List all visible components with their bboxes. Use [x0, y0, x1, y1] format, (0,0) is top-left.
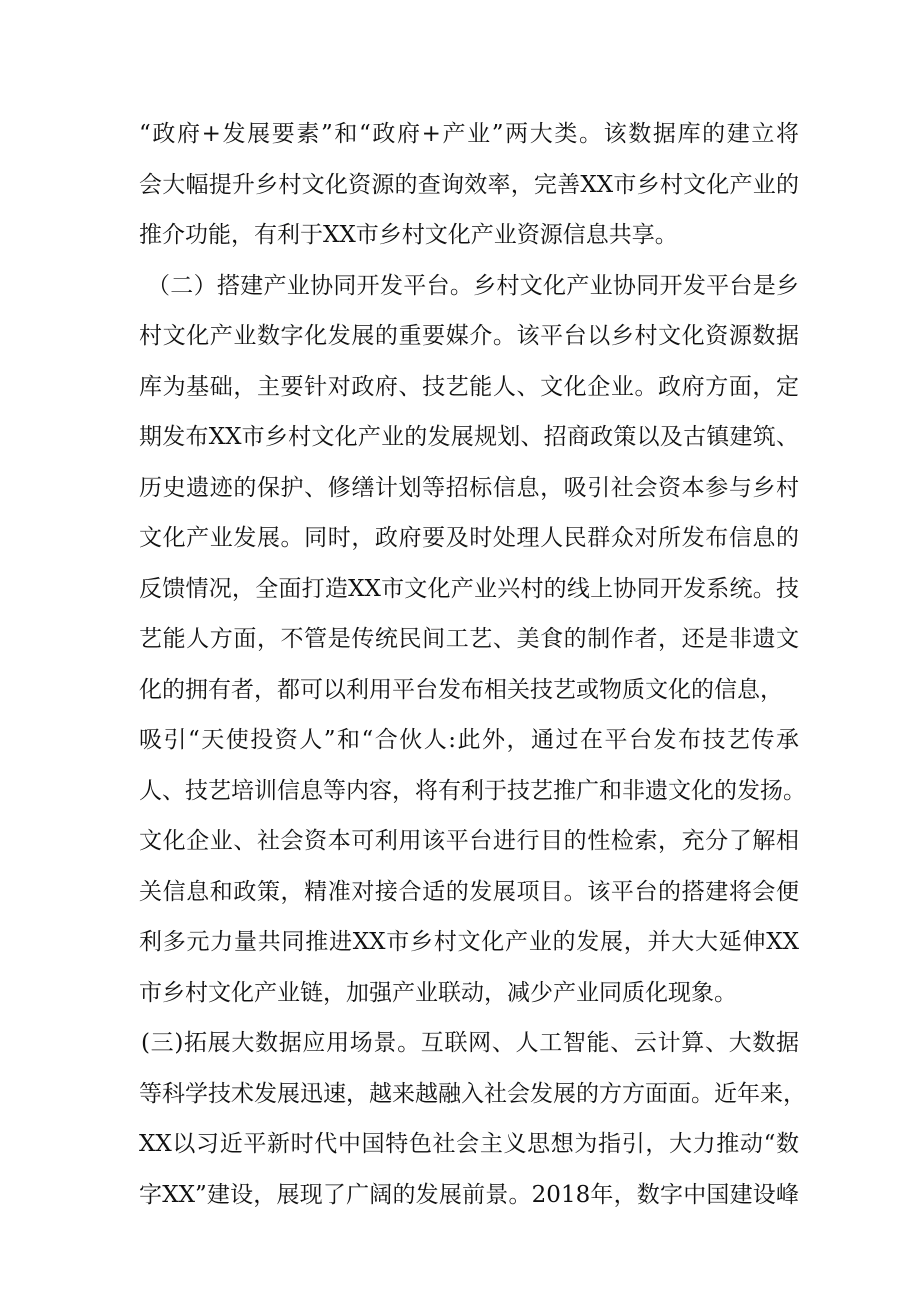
text-line: 反馈情况，全面打造XX市文化产业兴村的线上协同开发系统。技 [139, 575, 799, 602]
text-line: 利多元力量共同推进XX市乡村文化产业的发展，并大大延伸XX [139, 929, 799, 955]
text-line: 期发布XX市乡村文化产业的发展规划、招商政策以及古镇建筑、 [139, 424, 799, 450]
text-line: 艺能人方面，不管是传统民间工艺、美食的制作者，还是非遗文 [139, 626, 799, 652]
text-line: 会大幅提升乡村文化资源的查询效率，完善XX市乡村文化产业的 [139, 171, 799, 198]
text-line: 文化产业发展。同时，政府要及时处理人民群众对所发布信息的 [139, 525, 799, 551]
text-line: 历史遗迹的保护、修缮计划等招标信息，吸引社会资本参与乡村 [139, 474, 799, 501]
text-line: 吸引“天使投资人”和“合伙人:此外，通过在平台发布技艺传承 [139, 727, 799, 753]
text-line: 库为基础，主要针对政府、技艺能人、文化企业。政府方面，定 [139, 373, 799, 400]
section-heading-line: （二）搭建产业协同开发平台。乡村文化产业协同开发平台是乡 [147, 272, 799, 299]
text-line: 推介功能，有利于XX市乡村文化产业资源信息共享。 [139, 222, 678, 248]
text-line: XX以习近平新时代中国特色社会主义思想为指引，大力推动“数 [139, 1131, 799, 1157]
text-line: 文化企业、社会资本可利用该平台进行目的性检索，充分了解相 [139, 828, 799, 854]
text-line: 字XX”建设，展现了广阔的发展前景。2018年，数字中国建设峰 [139, 1181, 799, 1208]
text-line: 村文化产业数字化发展的重要媒介。该平台以乡村文化资源数据 [139, 323, 799, 349]
body-text [139, 109, 806, 1220]
text-line: “政府+发展要素”和“政府+产业”两大类。该数据库的建立将 [139, 121, 799, 147]
text-line: 等科学技术发展迅速，越来越融入社会发展的方方面面。近年来， [139, 1080, 806, 1107]
section-heading-line: (三)拓展大数据应用场景。互联网、人工智能、云计算、大数据 [141, 1030, 799, 1056]
text-line: 关信息和政策，精准对接合适的发展项目。该平台的搭建将会便 [139, 878, 799, 905]
text-line: 人、技艺培训信息等内容，将有利于技艺推广和非遗文化的发扬。 [139, 777, 806, 804]
text-line: 市乡村文化产业链，加强产业联动，减少产业同质化现象。 [139, 979, 737, 1006]
text-line: 化的拥有者，都可以利用平台发布相关技艺或物质文化的信息， [139, 676, 783, 703]
